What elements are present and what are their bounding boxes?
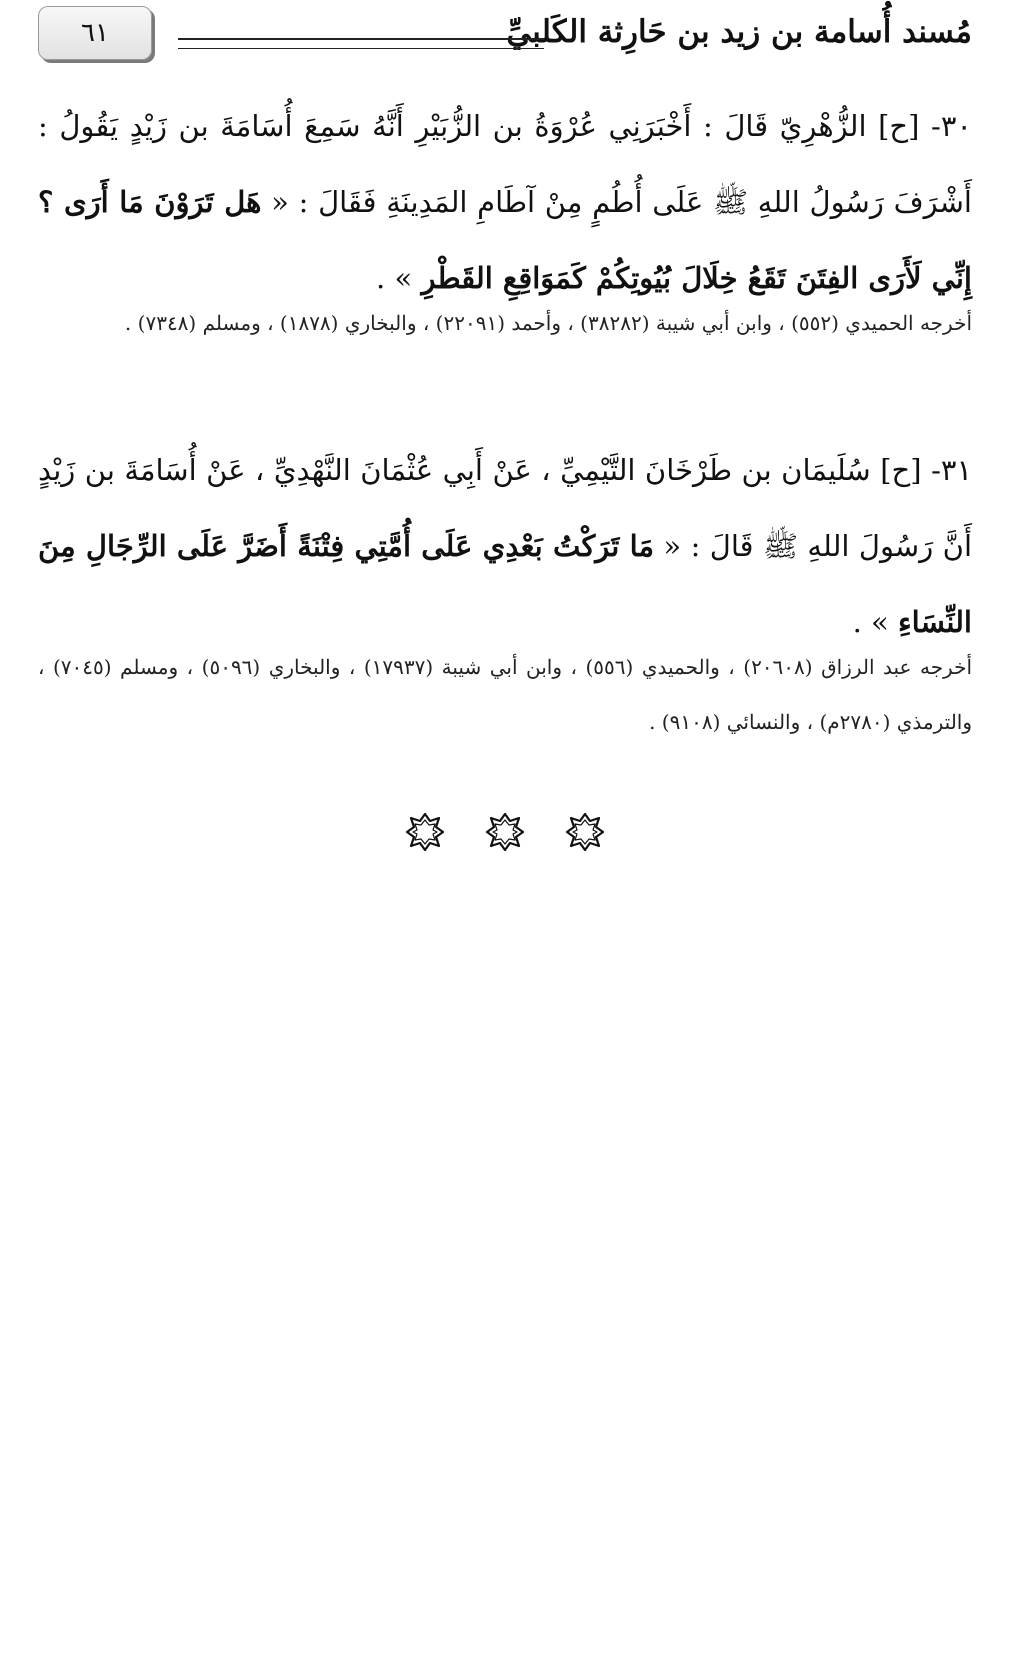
star-ornament-icon: [405, 812, 445, 852]
hadith-closing: » .: [376, 261, 413, 295]
takhrij-text: أخرجه عبد الرزاق (٢٠٦٠٨) ، والحميدي (٥٥٦) ، وابن أبي شيبة (١٧٩٣٧) ، والبخاري (٥٠٩٦) ، ومسلم (٧٠٤٥) ، والترمذي (٢٧٨٠م) ، والنسائي (٩١٠٨) .: [38, 655, 973, 734]
page-header: [38, 6, 972, 62]
hadith-quote: هَل تَرَوْنَ مَا أَرَى ؟ إِنِّي لَأَرَى الفِتَنَ تَقَعُ خِلَالَ بُيُوتِكُمْ كَمَوَاقِعِ القَطْرِ: [38, 185, 972, 295]
hadith-text: [38, 432, 972, 660]
running-title: مُسند أُسامة بن زيد بن حَارِثة الكَلبيِّ: [506, 14, 972, 50]
section-divider-ornaments: [0, 812, 1010, 862]
hadith-marker: [ح]: [880, 453, 922, 487]
hadith-quote: مَا تَرَكْتُ بَعْدِي عَلَى أُمَّتِي فِتْنَةً أَضَرَّ عَلَى الرِّجَالِ مِنَ النِّسَاءِ: [38, 529, 972, 639]
hadith-entry-31: [38, 432, 972, 660]
hadith-entry-30: [38, 88, 972, 316]
hadith-closing: » .: [852, 605, 889, 639]
star-ornament-icon: [485, 812, 525, 852]
hadith-marker: [ح]: [878, 109, 920, 143]
hadith-text: [38, 88, 972, 316]
header-rule: [178, 38, 544, 49]
star-ornament-icon: [565, 812, 605, 852]
hadith-number: ٣٠-: [931, 109, 972, 143]
hadith-isnad: الزُّهْرِيّ قَالَ : أَخْبَرَنِي عُرْوَةُ بن الزُّبَيْرِ أَنَّهُ سَمِعَ أُسَامَةَ بن زَيْدٍ يَقُولُ : أَشْرَفَ رَسُولُ اللهِ ﷺ عَلَى أُطُمٍ مِنْ آطَامِ المَدِينَةِ فَقَالَ : «: [38, 109, 972, 219]
takhrij-31: [38, 640, 972, 750]
hadith-number: ٣١-: [931, 453, 973, 487]
takhrij-30: [38, 296, 972, 351]
page-number-box: [38, 6, 152, 60]
takhrij-text: أخرجه الحميدي (٥٥٢) ، وابن أبي شيبة (٣٨٢٨٢) ، وأحمد (٢٢٠٩١) ، والبخاري (١٨٧٨) ، ومسلم (٧٣٤٨) .: [124, 311, 972, 335]
hadith-isnad: سُلَيمَان بن طَرْخَانَ التَّيْمِيِّ ، عَنْ أَبِي عُثْمَانَ النَّهْدِيِّ ، عَنْ أُسَامَةَ بن زَيْدٍ أَنَّ رَسُولَ اللهِ ﷺ قَالَ : «: [38, 453, 973, 563]
page-number: ٦١: [81, 18, 109, 48]
